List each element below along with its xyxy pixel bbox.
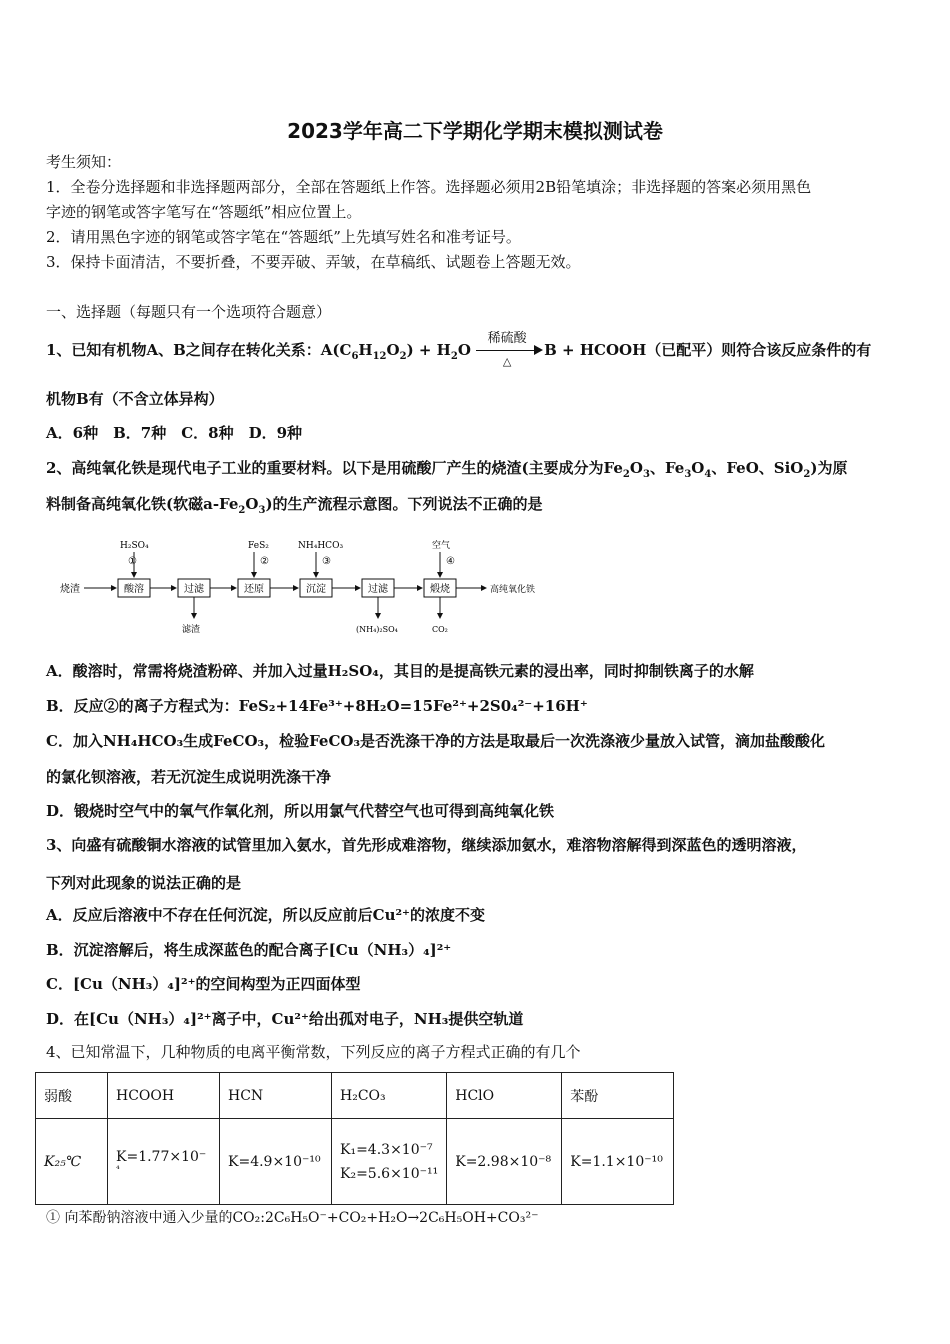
svg-text:酸溶: 酸溶 [124, 584, 144, 595]
question-3-option-a: A．反应后溶液中不存在任何沉淀，所以反应前后Cu²⁺的浓度不变 [46, 906, 485, 924]
flow-start: 烧渣 [60, 584, 80, 595]
table-header-cell: HCOOH [108, 1073, 220, 1119]
svg-text:过滤: 过滤 [368, 584, 388, 595]
page-title: 2023学年高二下学期化学期末模拟测试卷 [287, 119, 663, 143]
notice-item-3: 3．保持卡面清洁，不要折叠，不要弄破、弄皱，在草稿纸、试题卷上答题无效。 [46, 253, 581, 271]
notice-item-1-cont: 字迹的钢笔或答字笔写在“答题纸”相应位置上。 [46, 203, 362, 221]
notice-item-1: 1．全卷分选择题和非选择题两部分，全部在答题纸上作答。选择题必须用2B铅笔填涂；非选择题的答案必须用黑色 [46, 178, 812, 196]
flow-end: 高纯氧化铁 [490, 585, 536, 595]
question-3-stem: 3、向盛有硫酸铜水溶液的试管里加入氨水，首先形成难溶物，继续添加氨水，难溶物溶解得到深蓝色的透明溶液， [46, 836, 807, 854]
table-header-cell: HCN [220, 1073, 332, 1119]
flow-input: H₂SO₄ [120, 541, 149, 551]
table-row [36, 1119, 674, 1205]
flow-input: 空气 [432, 541, 451, 551]
question-2-option-d: D．锻烧时空气中的氧气作氧化剂，所以用氯气代替空气也可得到高纯氧化铁 [46, 802, 555, 820]
question-4-stem: 4、已知常温下，几种物质的电离平衡常数，下列反应的离子方程式正确的有几个 [46, 1043, 581, 1061]
flow-input-mark: ② [260, 556, 269, 567]
question-3-option-b: B．沉淀溶解后，将生成深蓝色的配合离子[Cu（NH₃）₄]²⁺ [46, 941, 452, 959]
question-1-stem-cont: 机物B有（不含立体异构） [46, 390, 224, 408]
notice-heading: 考生须知： [46, 153, 122, 171]
flow-output: 滤渣 [182, 625, 201, 635]
table-cell: K=1.1×10⁻¹⁰ [562, 1119, 674, 1205]
section-heading: 一、选择题（每题只有一个选项符合题意） [46, 303, 332, 321]
question-2-option-a: A．酸溶时，常需将烧渣粉碎、并加入过量H₂SO₄，其目的是提高铁元素的浸出率，同时抑制铁离子的水解 [46, 662, 754, 680]
svg-text:还原: 还原 [244, 584, 264, 595]
table-cell: K₂₅℃ [36, 1119, 108, 1205]
question-3-stem-cont: 下列对此现象的说法正确的是 [46, 874, 242, 892]
question-1-stem: 1、已知有机物A、B之间存在转化关系：$A(C_6H_{12}O_2) + H_2O$ 稀硫酸 △ B + HCOOH（已配平）则符合该反应条件的有 [46, 331, 872, 368]
question-2-option-c: C．加入NH₄HCO₃生成FeCO₃，检验FeCO₃是否洗涤干净的方法是取最后一次洗涤液少量放入试管，滴加盐酸酸化 [46, 732, 826, 750]
flow-input: NH₄HCO₃ [298, 541, 344, 551]
question-1-options: A．6种 B．7种 C．8种 D．9种 [46, 424, 303, 442]
flow-step [178, 579, 210, 597]
table-cell: K=1.77×10⁻ ⁴ [108, 1119, 220, 1205]
table-cell: K=2.98×10⁻⁸ [447, 1119, 562, 1205]
flow-step [362, 579, 394, 597]
notice-item-2: 2．请用黑色字迹的钢笔或答字笔在“答题纸”上先填写姓名和准考证号。 [46, 228, 521, 246]
table-header-cell: H₂CO₃ [332, 1073, 447, 1119]
flow-step [118, 579, 150, 597]
question-2-stem-cont: 料制备高纯氧化铁(软磁$a-Fe_2O_3$)的生产流程示意图。下列说法不正确的是 [46, 495, 543, 516]
table-cell: K₁=4.3×10⁻⁷ K₂=5.6×10⁻¹¹ [332, 1119, 447, 1205]
svg-text:沉淀: 沉淀 [306, 584, 326, 595]
question-3-option-d: D．在[Cu（NH₃）₄]²⁺离子中，Cu²⁺给出孤对电子，NH₃提供空轨道 [46, 1010, 524, 1028]
table-header-cell: 苯酚 [562, 1073, 674, 1119]
reaction-arrow: 稀硫酸 △ [476, 341, 544, 361]
flow-output: CO₂ [432, 625, 448, 634]
flow-output: (NH₄)₂SO₄ [356, 625, 398, 634]
flow-input-mark: ① [128, 556, 137, 567]
question-2-stem: 2、高纯氧化铁是现代电子工业的重要材料。以下是用硫酸厂产生的烧渣(主要成分为$Fe_2O_3$、$Fe_3O_4$、FeO、SiO$_2$)为原 [46, 459, 848, 480]
flow-step [300, 579, 332, 597]
table-cell: K=4.9×10⁻¹⁰ [220, 1119, 332, 1205]
flow-step [238, 579, 270, 597]
flow-input-mark: ④ [446, 556, 455, 567]
flow-input-mark: ③ [322, 556, 331, 567]
question-2-option-b: B．反应②的离子方程式为：FeS₂+14Fe³⁺+8H₂O=15Fe²⁺+2S0₄²⁻+16H⁺ [46, 697, 588, 715]
ionization-constants-table [35, 1072, 674, 1205]
svg-text:煅烧: 煅烧 [430, 584, 450, 595]
flow-step [424, 579, 456, 597]
question-4-item-1: ① 向苯酚钠溶液中通入少量的CO₂:2C₆H₅O⁻+CO₂+H₂O→2C₆H₅OH+CO₃²⁻ [46, 1210, 539, 1226]
svg-text:过滤: 过滤 [184, 584, 204, 595]
process-flow-diagram [60, 538, 560, 638]
table-header-cell: HClO [447, 1073, 562, 1119]
table-header-cell: 弱酸 [36, 1073, 108, 1119]
flow-input: FeS₂ [248, 541, 269, 551]
question-2-option-c-cont: 的氯化钡溶液，若无沉淀生成说明洗涤干净 [46, 768, 332, 786]
question-3-option-c: C．[Cu（NH₃）₄]²⁺的空间构型为正四面体型 [46, 975, 361, 993]
table-row [36, 1073, 674, 1119]
